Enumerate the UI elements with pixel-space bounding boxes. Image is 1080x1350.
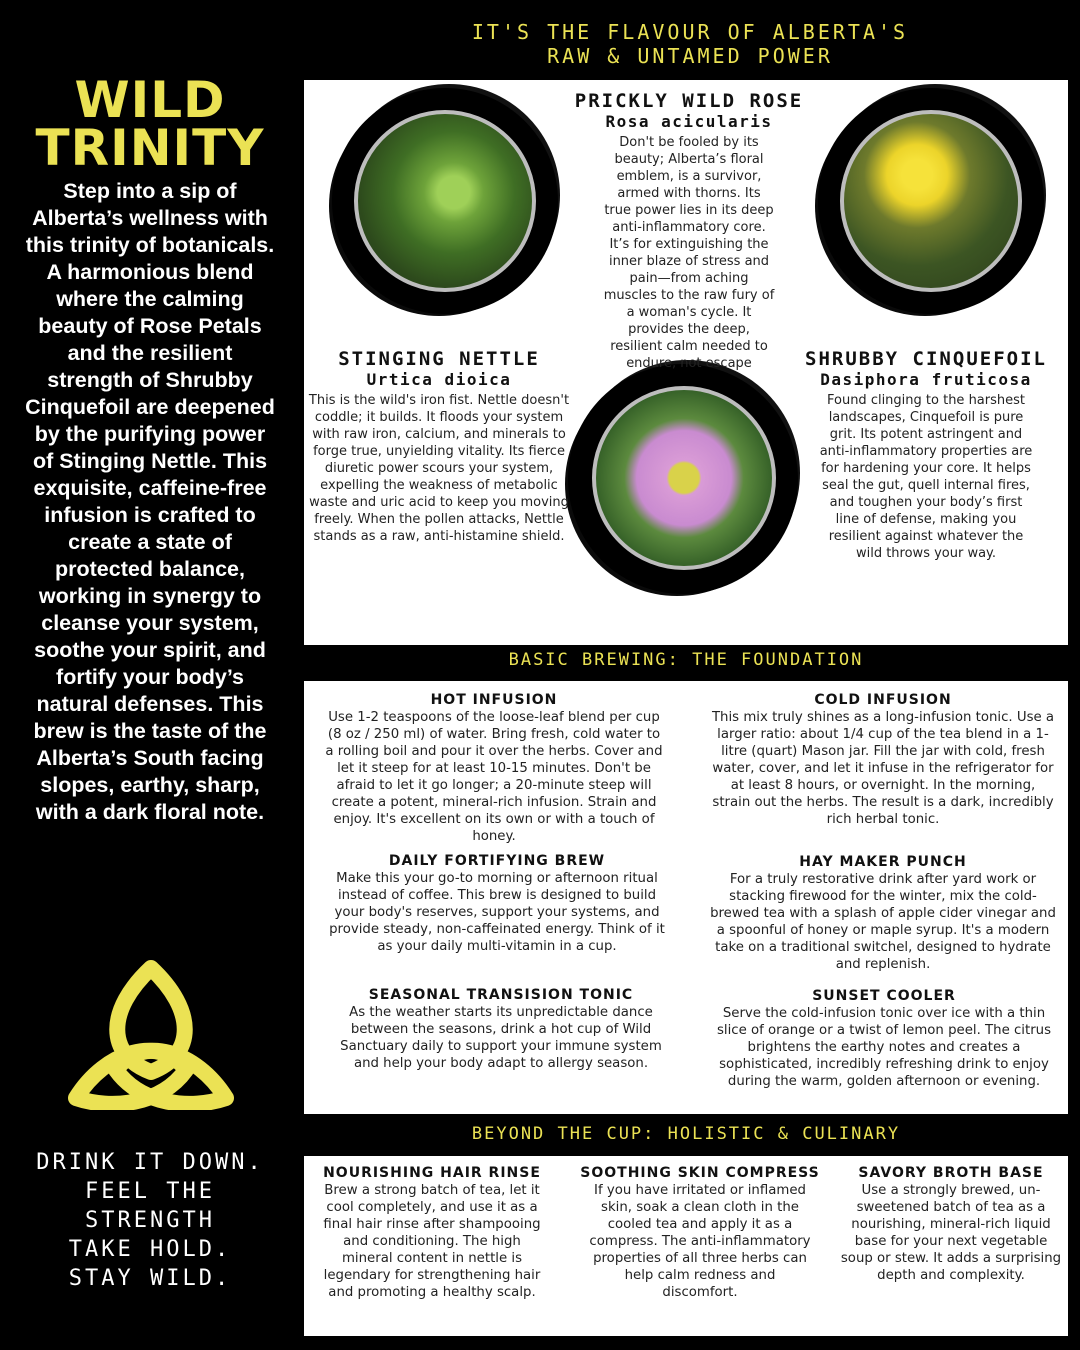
page-title-line1: IT'S THE FLAVOUR OF ALBERTA'S: [471, 20, 909, 44]
herb-name: STINGING NETTLE: [338, 348, 540, 370]
page-title: [400, 20, 980, 68]
page-title-line2: RAW & UNTAMED POWER: [547, 44, 833, 68]
recipe-body: This mix truly shines as a long-infusion tonic. Use a larger ratio: about 1/4 cup of the tea blend in a 1-litre (quart) Mason jar. Fill the jar with cold, fresh water, cover, and let it infuse in the refrigerator for at least 8 hours, or overnight. In the morning, strain out the herbs. The result is a dark, incredibly rich herbal tonic.: [711, 710, 1055, 827]
beyond-heading: BEYOND THE CUP: HOLISTIC & CULINARY: [471, 1124, 901, 1144]
herb-shrubby-cinquefoil: [788, 348, 1064, 562]
recipe-body: For a truly restorative drink after yard work or stacking firewood for the winter, mix the cold-brewed tea with a splash of apple cider vinegar and a spoonful of honey or maple syrup. It's a modern take on a traditional switchel, designed to hydrate and replenish.: [710, 872, 1056, 972]
recipe-hay-maker-punch: [710, 853, 1056, 973]
herb-description: Found clinging to the harshest landscapes, Cinquefoil is pure grit. Its potent astringent and anti-inflammatory properties are for hardening your core. It helps seal the gut, quell internal fires, and toughen your body’s first line of defense, making you resilient against whatever the wild throws your way.: [819, 393, 1033, 561]
herb-name: PRICKLY WILD ROSE: [574, 90, 804, 112]
recipe-title: HAY MAKER PUNCH: [799, 854, 967, 870]
brand-title-line2: TRINITY: [35, 119, 265, 177]
slogan-line: STRENGTH: [85, 1208, 215, 1233]
nettle-photo: [354, 110, 536, 292]
brand-title-line1: WILD: [74, 71, 226, 129]
herb-latin-name: Dasiphora fruticosa: [820, 370, 1032, 389]
recipe-title: HOT INFUSION: [430, 692, 558, 708]
recipe-body: Serve the cold-infusion tonic over ice with a thin slice of orange or a twist of lemon peel. The citrus brightens the earthy notes and creates a sophisticated, incredibly refreshing drink to enjoy during the warm, golden afternoon or evening.: [716, 1006, 1052, 1089]
brand-intro: Step into a sip of Alberta’s wellness with this trinity of botanicals. A harmonious blend where the calming beauty of Rose Petals and the resilient strength of Shrubby Cinquefoil are deepened by the purifying power of Stinging Nettle. This exquisite, caffeine-free infusion is crafted to create a state of protected balance, working in synergy to cleanse your system, soothe your spirit, and fortify your body’s natural defenses. This brew is the taste of the Alberta’s South facing slopes, earthy, sharp, with a dark floral note.: [25, 179, 275, 824]
slogan-line: FEEL THE: [85, 1179, 215, 1204]
slogan-line: TAKE HOLD.: [68, 1237, 232, 1262]
recipe-seasonal-transision-tonic: [338, 986, 664, 1072]
slogan-line: STAY WILD.: [68, 1266, 232, 1291]
use-body: Brew a strong batch of tea, let it cool completely, and use it as a final hair rinse after shampooing and conditioning. The high mineral content in nettle is legendary for strengthening hair and promoting a healthy scalp.: [323, 1183, 541, 1300]
cinquefoil-photo: [840, 110, 1022, 292]
use-title: NOURISHING HAIR RINSE: [323, 1165, 541, 1181]
herb-description: Don't be fooled by its beauty; Alberta’s floral emblem, is a survivor, armed with thorns. Its true power lies in its deep anti-inflammatory core. It’s for extinguishing the inner blaze of stress and pain—from aching muscles to the raw fury of a woman's cycle. It provides the deep, resilient calm needed to endure, not escape: [603, 135, 775, 371]
wild-rose-photo: [592, 386, 776, 570]
herb-description: This is the wild's iron fist. Nettle doesn't coddle; it builds. It floods your system with raw iron, calcium, and minerals to forge true, unyielding vitality. Its fierce diuretic power scours your system, expelling the weakness of metabolic waste and uric acid to keep you moving freely. When the pollen attacks, Nettle stands as a raw, anti-histamine shield.: [308, 393, 570, 544]
brewing-heading: BASIC BREWING: THE FOUNDATION: [508, 650, 864, 670]
herb-name: SHRUBBY CINQUEFOIL: [805, 348, 1047, 370]
use-title: SAVORY BROTH BASE: [858, 1165, 1044, 1181]
recipe-title: SEASONAL TRANSISION TONIC: [368, 987, 634, 1003]
herb-latin-name: Urtica dioica: [366, 370, 512, 389]
recipe-hot-infusion: [324, 691, 664, 845]
herb-wild-rose: [554, 90, 824, 372]
triquetra-icon: [66, 960, 236, 1110]
use-skin-compress: [574, 1164, 826, 1301]
use-body: If you have irritated or inflamed skin, soak a clean cloth in the cooled tea and apply it as a compress. The anti-inflammatory properties of all three herbs can help calm redness and discomfort.: [589, 1183, 811, 1300]
recipe-body: As the weather starts its unpredictable dance between the seasons, drink a hot cup of Wild Sanctuary daily to support your immune system and help your body adapt to allergy season.: [340, 1005, 662, 1071]
herb-latin-name: Rosa acicularis: [605, 112, 773, 131]
recipe-daily-fortifying-brew: [324, 852, 670, 955]
recipe-title: SUNSET COOLER: [812, 988, 956, 1004]
brewing-panel: [304, 681, 1068, 1114]
slogan: [0, 1148, 300, 1293]
recipe-title: COLD INFUSION: [814, 692, 952, 708]
slogan-line: DRINK IT DOWN.: [36, 1150, 264, 1175]
use-body: Use a strongly brewed, un-sweetened batch of tea as a nourishing, mineral-rich liquid base for your next vegetable soup or stew. It adds a surprising depth and complexity.: [840, 1183, 1062, 1283]
herbs-panel: [304, 80, 1068, 645]
brand-title: [0, 71, 300, 177]
beyond-panel: [304, 1156, 1068, 1336]
herb-stinging-nettle: [308, 348, 570, 545]
use-broth-base: [840, 1164, 1062, 1284]
recipe-body: Make this your go-to morning or afternoon ritual instead of coffee. This brew is designed to build your body's reserves, support your systems, and provide steady, non-caffeinated energy. Think of it as your daily multi-vitamin in a cup.: [329, 871, 665, 954]
recipe-body: Use 1-2 teaspoons of the loose-leaf blend per cup (8 oz / 250 ml) of water. Bring fresh, cold water to a rolling boil and pour it over the herbs. Cover and let it steep for at least 10-15 minutes. Don't be afraid to let it go longer; a 20-minute steep will create a potent, mineral-rich infusion. Strain and enjoy. It's excellent on its own or with a touch of honey.: [325, 710, 663, 844]
left-column: [0, 0, 300, 1350]
use-hair-rinse: [316, 1164, 548, 1301]
recipe-sunset-cooler: [714, 987, 1054, 1090]
recipe-title: DAILY FORTIFYING BREW: [388, 853, 606, 869]
use-title: SOOTHING SKIN COMPRESS: [580, 1165, 820, 1181]
recipe-cold-infusion: [710, 691, 1056, 828]
